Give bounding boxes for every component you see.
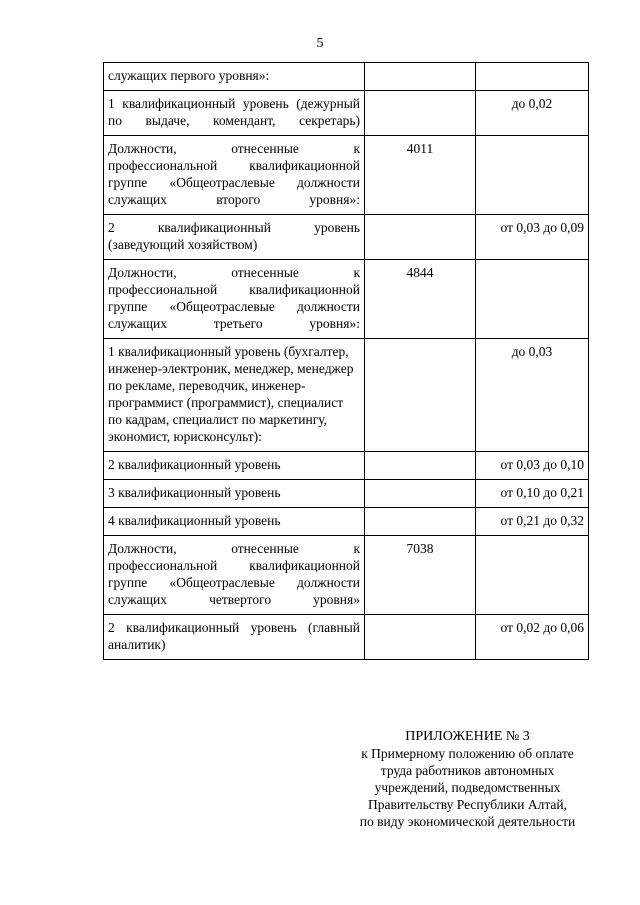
appendix-title: ПРИЛОЖЕНИЕ № 3	[405, 729, 530, 744]
code-cell	[365, 215, 476, 260]
ratio-cell: от 0,03 до 0,10	[476, 452, 589, 480]
code-cell	[365, 615, 476, 660]
table-row	[104, 452, 589, 480]
position-cell: 2 квалификационный уровень (заведующий хозяйством)	[104, 215, 365, 260]
table-row	[104, 260, 589, 339]
ratio-cell	[476, 136, 589, 215]
ratio-cell: от 0,10 до 0,21	[476, 480, 589, 508]
ratio-cell: до 0,02	[476, 91, 589, 136]
ratio-cell: от 0,03 до 0,09	[476, 215, 589, 260]
position-cell: 3 квалификационный уровень	[104, 480, 365, 508]
table-row	[104, 508, 589, 536]
table-row	[104, 91, 589, 136]
position-cell: 1 квалификационный уровень (дежурный по выдаче, комендант, секретарь)	[104, 91, 365, 136]
code-cell	[365, 480, 476, 508]
ratio-cell	[476, 260, 589, 339]
table-row	[104, 215, 589, 260]
position-cell: Должности, отнесенные к профессиональной квалификационной группе «Общеотраслевые должности служащих третьего уровня»:	[104, 260, 365, 339]
salary-ratio-table	[103, 62, 589, 660]
position-cell: 2 квалификационный уровень	[104, 452, 365, 480]
table-row	[104, 536, 589, 615]
page-number: 5	[316, 36, 324, 51]
ratio-cell	[476, 536, 589, 615]
table-row	[104, 136, 589, 215]
position-cell: служащих первого уровня»:	[104, 63, 365, 91]
code-cell	[365, 91, 476, 136]
position-cell: 1 квалификационный уровень (бухгалтер, инженер-электроник, менеджер, менеджер по рекламе, переводчик, инженер-программист (программист), специалист по кадрам, специалист по маркетингу, экономист, юрисконсульт):	[104, 339, 365, 452]
ratio-cell: от 0,02 до 0,06	[476, 615, 589, 660]
position-cell: 4 квалификационный уровень	[104, 508, 365, 536]
ratio-cell	[476, 63, 589, 91]
table-row	[104, 339, 589, 452]
code-cell	[365, 452, 476, 480]
table-row	[104, 63, 589, 91]
appendix-line: учреждений, подведомственных	[374, 780, 561, 795]
code-cell	[365, 339, 476, 452]
position-cell: 2 квалификационный уровень (главный аналитик)	[104, 615, 365, 660]
code-cell	[365, 63, 476, 91]
code-cell: 4844	[365, 260, 476, 339]
appendix-line: по виду экономической деятельности	[359, 814, 576, 829]
ratio-cell: от 0,21 до 0,32	[476, 508, 589, 536]
table-row	[104, 480, 589, 508]
position-cell: Должности, отнесенные к профессиональной квалификационной группе «Общеотраслевые должности служащих второго уровня»:	[104, 136, 365, 215]
appendix-line: к Примерному положению об оплате	[361, 746, 574, 761]
code-cell: 7038	[365, 536, 476, 615]
ratio-cell: до 0,03	[476, 339, 589, 452]
code-cell: 4011	[365, 136, 476, 215]
code-cell	[365, 508, 476, 536]
appendix-line: труда работников автономных	[380, 763, 555, 778]
table-row	[104, 615, 589, 660]
appendix-heading	[335, 728, 600, 830]
appendix-line: Правительству Республики Алтай,	[367, 797, 568, 812]
position-cell: Должности, отнесенные к профессиональной квалификационной группе «Общеотраслевые должности служащих четвертого уровня»	[104, 536, 365, 615]
